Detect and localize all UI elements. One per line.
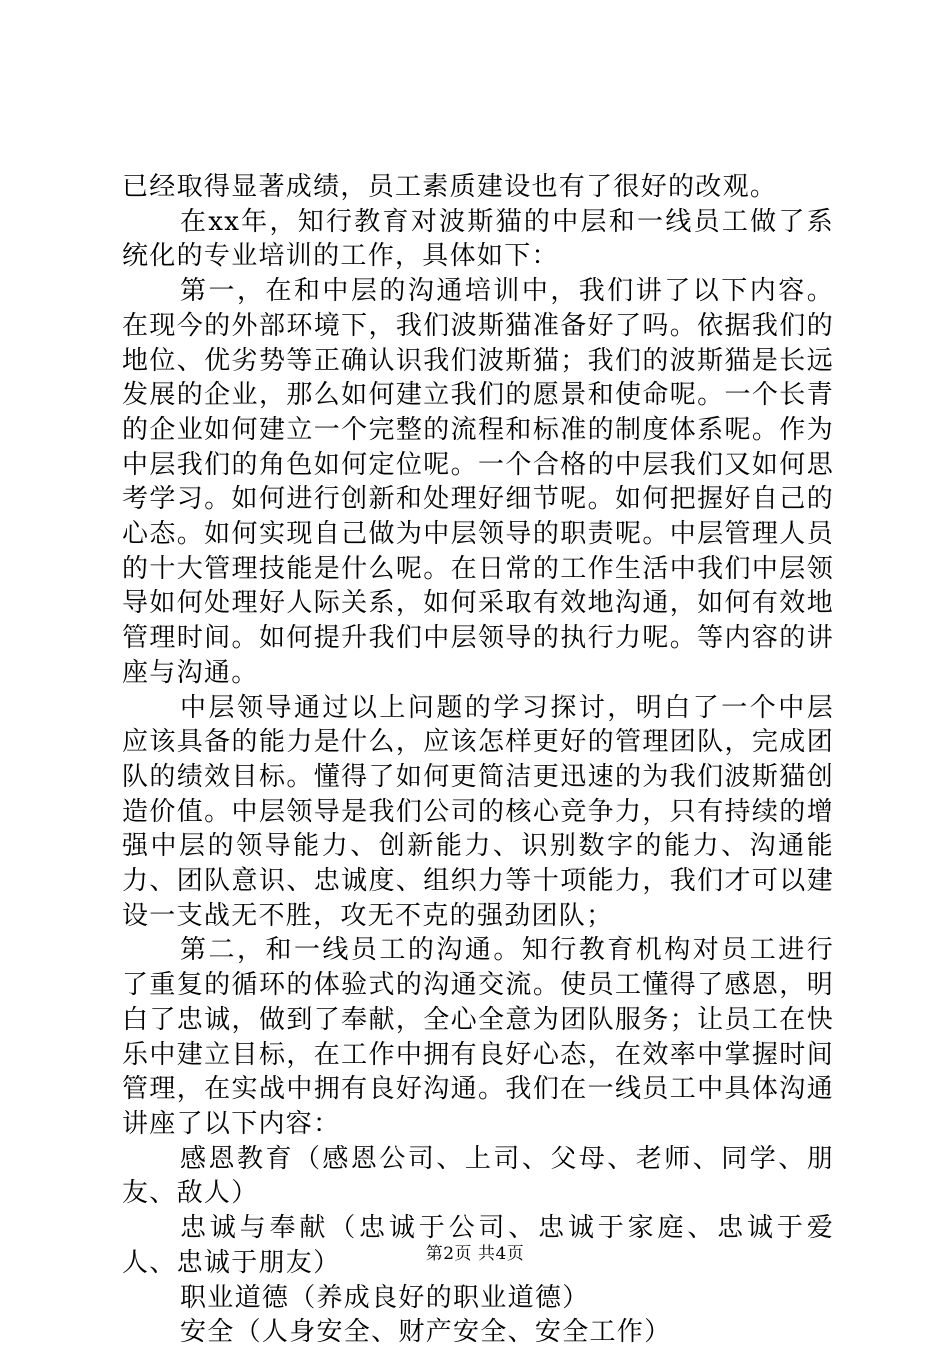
paragraph: 第二，和一线员工的沟通。知行教育机构对员工进行了重复的循环的体验式的沟通交流。使员工懂得了感恩，明白了忠诚，做到了奉献，全心全意为团队服务；让员工在快乐中建立目标，在工作中拥有良好心态，在效率中掌握时间管理，在实战中拥有良好沟通。我们在一线员工中具体沟通讲座了以下内容： — [122, 935, 834, 1139]
paragraph: 中层领导通过以上问题的学习探讨，明白了一个中层应该具备的能力是什么，应该怎样更好的管理团队，完成团队的绩效目标。懂得了如何更简洁更迅速的为我们波斯猫创造价值。中层领导是我们公司的核心竞争力，只有持续的增强中层的领导能力、创新能力、识别数字的能力、沟通能力、团队意识、忠诚度、组织力等十项能力，我们才可以建设一支战无不胜，攻无不克的强劲团队； — [122, 692, 834, 931]
list-item: 职业道德（养成良好的职业道德） — [180, 1282, 590, 1313]
list-item: 忠诚与奉献（忠诚于公司、忠诚于家庭、忠诚于爱人、忠诚于朋友） — [122, 1213, 834, 1278]
list-item: 安全（人身安全、财产安全、安全工作） — [180, 1317, 672, 1348]
paragraph: 已经取得显著成绩，员工素质建设也有了很好的改观。 — [122, 172, 778, 202]
paragraph: 第一，在和中层的沟通培训中，我们讲了以下内容。在现今的外部环境下，我们波斯猫准备好了吗。依据我们的地位、优劣势等正确认识我们波斯猫；我们的波斯猫是长远发展的企业，那么如何建立我们的愿景和使命呢。一个长青的企业如何建立一个完整的流程和标准的制度体系呢。作为中层我们的角色如何定位呢。一个合格的中层我们又如何思考学习。如何进行创新和处理好细节呢。如何把握好自己的心态。如何实现自己做为中层领导的职责呢。中层管理人员的十大管理技能是什么呢。在日常的工作生活中我们中层领导如何处理好人际关系，如何采取有效地沟通，如何有效地管理时间。如何提升我们中层领导的执行力呢。等内容的讲座与沟通。 — [122, 276, 834, 688]
paragraph: 在xx年，知行教育对波斯猫的中层和一线员工做了系统化的专业培训的工作，具体如下： — [122, 206, 834, 272]
list-item: 感恩教育（感恩公司、上司、父母、老师、同学、朋友、敌人） — [122, 1143, 834, 1209]
document-body — [122, 170, 834, 1350]
page-footer: 第2页 共4页 — [425, 1244, 525, 1264]
